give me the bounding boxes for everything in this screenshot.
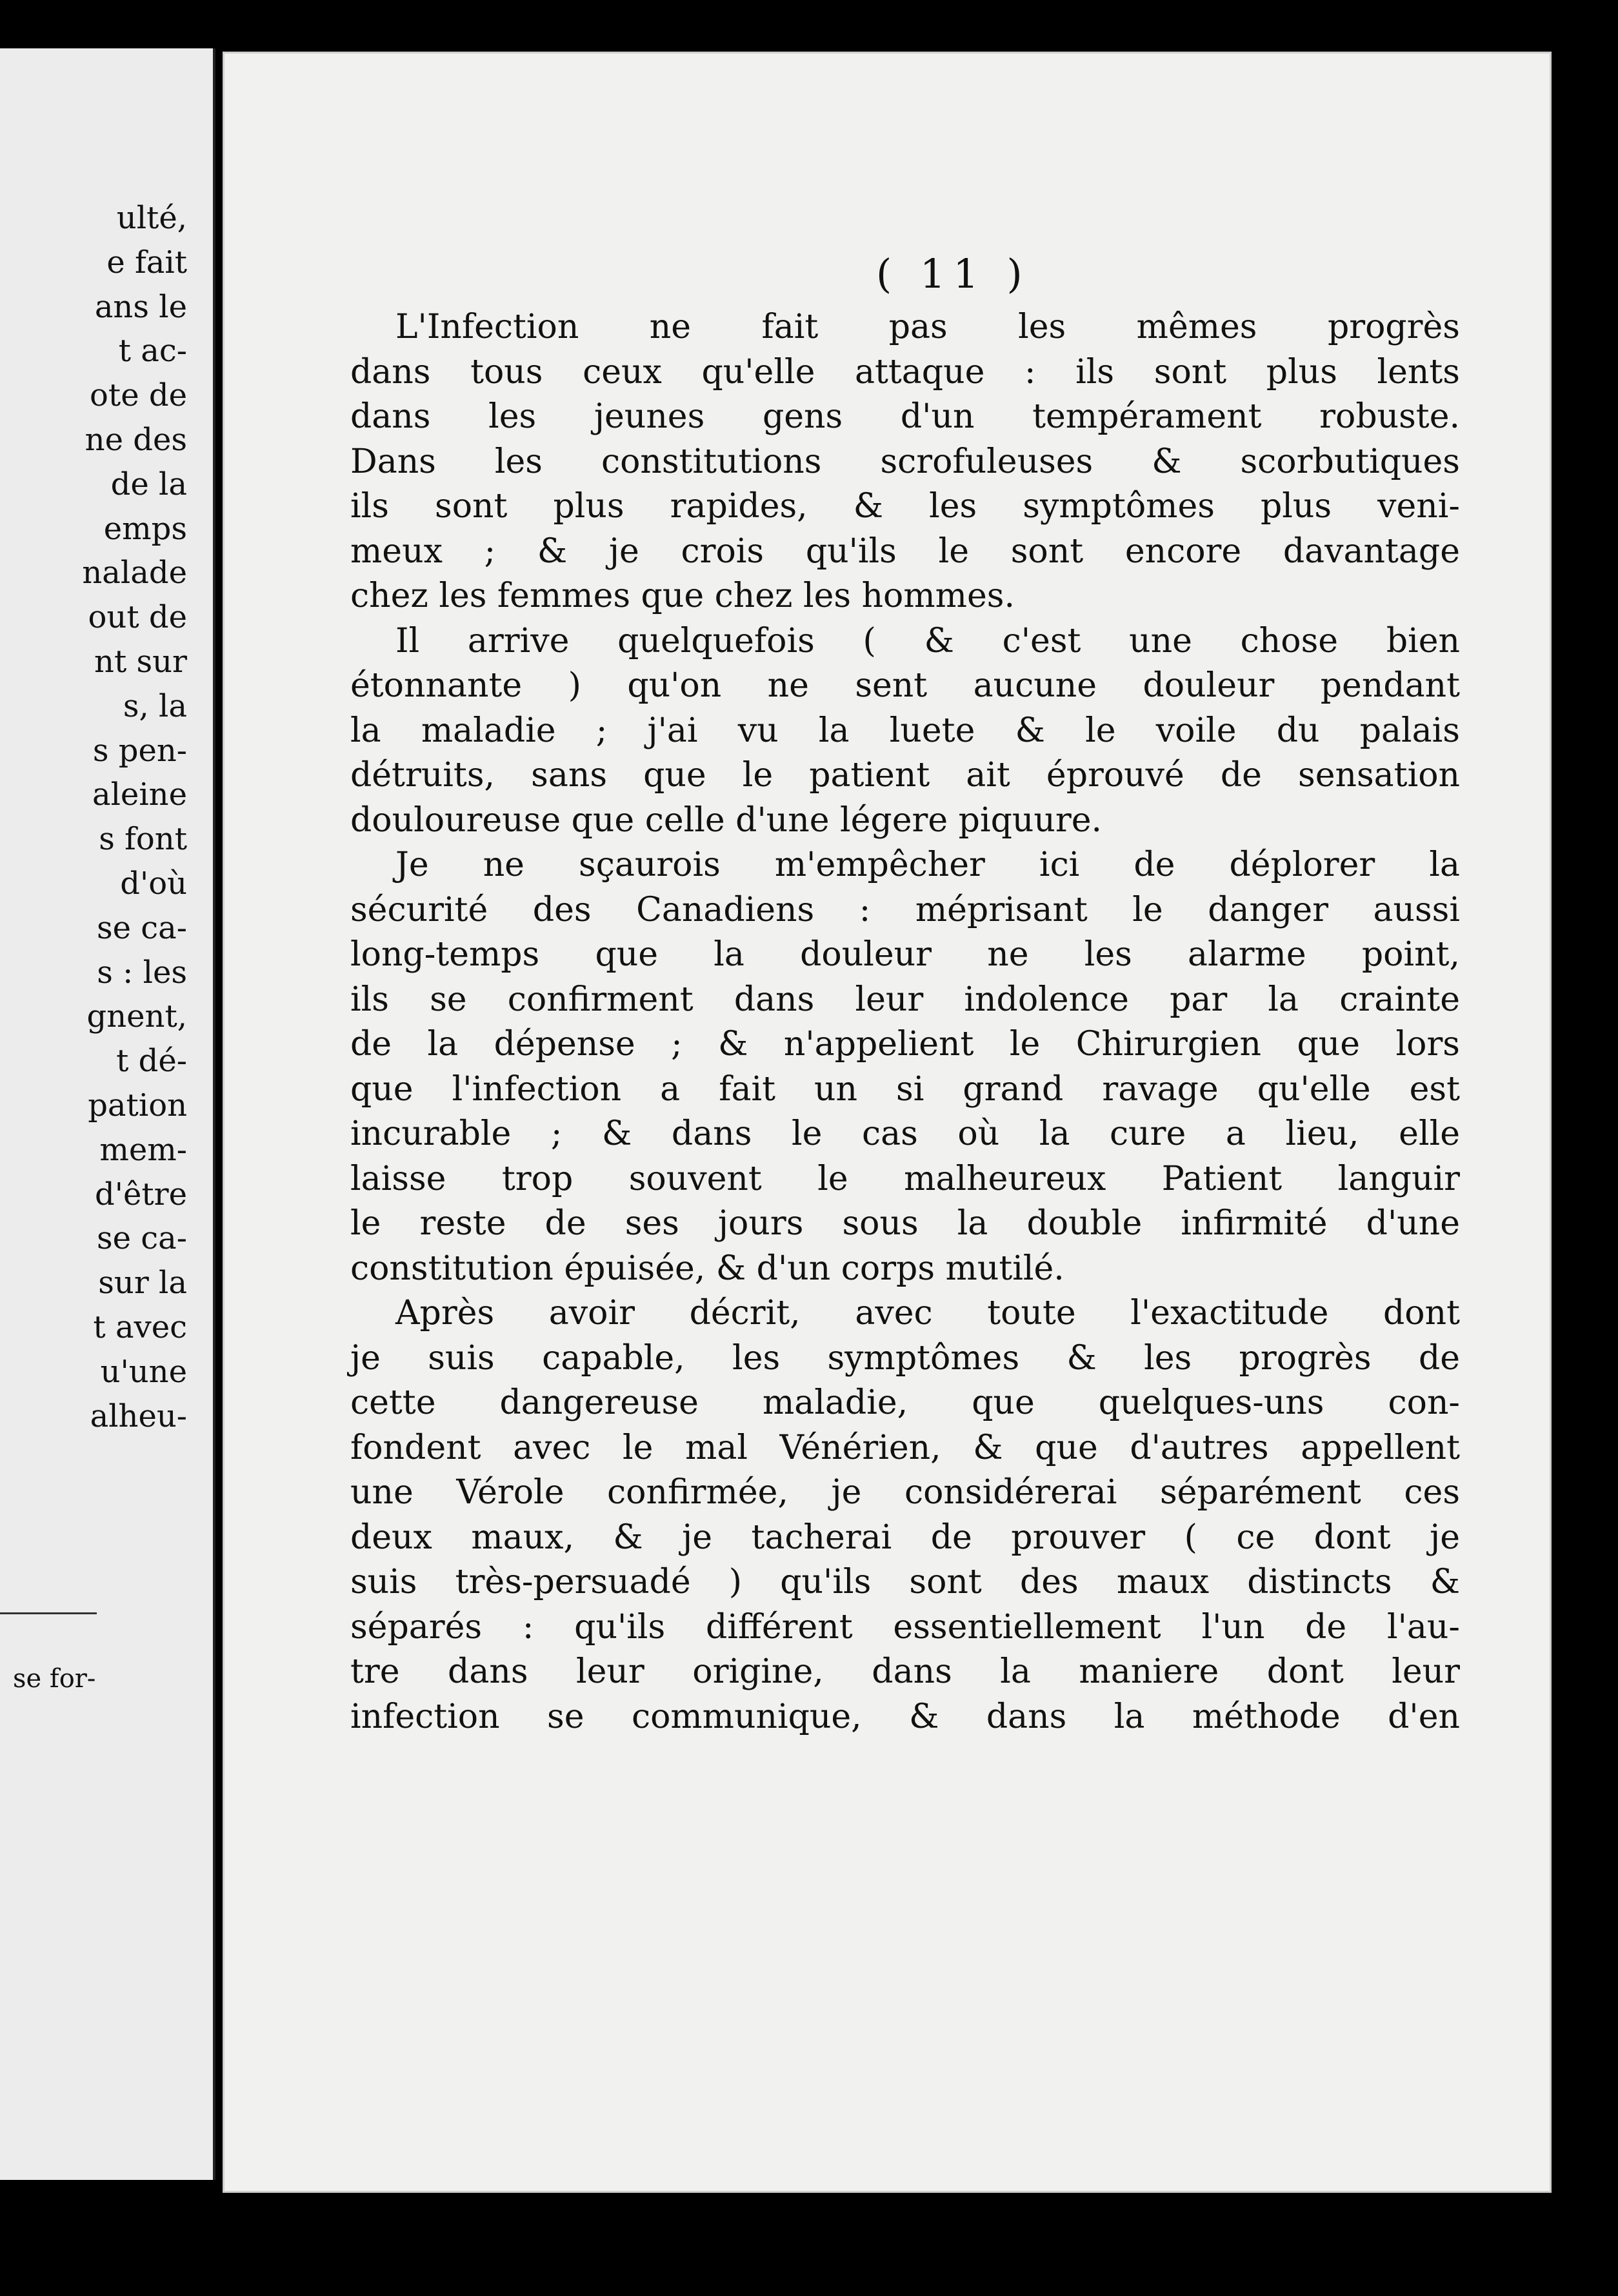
text-line: ils se confirment dans leur indolence par la crainte	[350, 980, 1460, 1019]
facing-page-line: e fait	[106, 244, 187, 281]
facing-page-line: s pen-	[92, 732, 187, 769]
facing-page-line: t avec	[93, 1309, 187, 1345]
text-line: Il arrive quelquefois ( & c'est une chose bien	[395, 621, 1460, 660]
text-line: dans tous ceux qu'elle attaque : ils sont plus lents	[350, 352, 1460, 391]
facing-page-line: d'où	[120, 866, 187, 902]
facing-page-line: nalade	[82, 555, 187, 591]
text-line: laisse trop souvent le malheureux Patient languir	[350, 1159, 1460, 1198]
paragraph	[350, 619, 1460, 844]
text-line: meux ; & je crois qu'ils le sont encore davantage	[350, 531, 1460, 571]
facing-page-line: s font	[99, 821, 187, 858]
facing-page-line: gnent,	[86, 998, 187, 1035]
text-line: L'Infection ne fait pas les mêmes progrès	[395, 308, 1460, 346]
facing-page-footnote-rule	[0, 1612, 97, 1614]
paragraph	[350, 305, 1460, 619]
page-number: ( 11 )	[876, 250, 1030, 297]
facing-page-line: ne des	[85, 422, 187, 458]
text-line: douloureuse que celle d'une légere piquure.	[350, 800, 1102, 840]
facing-page-line: d'être	[95, 1176, 187, 1212]
text-line: le reste de ses jours sous la double infirmité d'une	[350, 1204, 1460, 1243]
facing-page-line: nt sur	[94, 644, 187, 680]
text-line: Dans les constitutions scrofuleuses & scorbutiques	[350, 442, 1460, 481]
text-line: Après avoir décrit, avec toute l'exactitude dont	[395, 1294, 1460, 1332]
text-line: Je ne sçaurois m'empêcher ici de déplorer la	[395, 846, 1460, 884]
facing-page-line: de la	[110, 466, 187, 502]
facing-page-line: out de	[88, 599, 187, 636]
text-line: séparés : qu'ils différent essentiellement l'un de l'au-	[350, 1607, 1460, 1647]
facing-page-line: s, la	[123, 688, 187, 724]
facing-page-line: se ca-	[96, 909, 187, 946]
text-line: fondent avec le mal Vénérien, & que d'autres appellent	[350, 1428, 1460, 1467]
facing-page-line: pation	[88, 1087, 187, 1123]
text-line: ils sont plus rapides, & les symptômes plus veni-	[350, 487, 1460, 526]
facing-page-line: u'une	[100, 1353, 187, 1390]
text-line: tre dans leur origine, dans la maniere dont leur	[350, 1652, 1460, 1691]
text-line: infection se communique, & dans la méthode d'en	[350, 1697, 1460, 1736]
text-line: cette dangereuse maladie, que quelques-uns con-	[350, 1383, 1460, 1422]
facing-page-line: s : les	[97, 954, 187, 991]
text-line: étonnante ) qu'on ne sent aucune douleur pendant	[350, 666, 1460, 705]
book-page	[223, 52, 1552, 2193]
facing-page-line: emps	[103, 510, 187, 547]
facing-page-line: t ac-	[118, 333, 187, 370]
text-line: incurable ; & dans le cas où la cure a lieu, elle	[350, 1114, 1460, 1153]
text-line: dans les jeunes gens d'un tempérament robuste.	[350, 397, 1460, 436]
text-line: de la dépense ; & n'appelient le Chirurgien que lors	[350, 1025, 1460, 1064]
paragraph	[350, 843, 1460, 1291]
text-line: sécurité des Canadiens : méprisant le danger aussi	[350, 890, 1460, 929]
facing-page-line: ans le	[94, 288, 187, 325]
facing-page-fragment	[0, 48, 215, 2180]
facing-page-line: mem-	[99, 1131, 187, 1168]
facing-page-line: aleine	[92, 777, 187, 813]
page-text	[350, 305, 1460, 1739]
text-line: je suis capable, les symptômes & les progrès de	[350, 1338, 1460, 1378]
text-line: la maladie ; j'ai vu la luete & le voile du palais	[350, 711, 1460, 750]
text-line: long-temps que la douleur ne les alarme point,	[350, 935, 1460, 974]
text-line: deux maux, & je tacherai de prouver ( ce dont je	[350, 1518, 1460, 1557]
text-line: constitution épuisée, & d'un corps mutilé.	[350, 1249, 1064, 1288]
facing-page-line: alheu-	[90, 1398, 187, 1434]
text-line: suis très-persuadé ) qu'ils sont des maux distincts &	[350, 1563, 1460, 1601]
facing-page-line: ote de	[90, 377, 187, 414]
paragraph	[350, 1291, 1460, 1739]
text-line: une Vérole confirmée, je considérerai séparément ces	[350, 1473, 1460, 1512]
facing-page-line: t dé-	[116, 1043, 187, 1080]
facing-page-line: ulté,	[116, 200, 187, 236]
text-line: chez les femmes que chez les hommes.	[350, 577, 1015, 615]
text-line: détruits, sans que le patient ait éprouvé de sensation	[350, 756, 1460, 795]
facing-page-line: se ca-	[96, 1220, 187, 1257]
text-line: que l'infection a fait un si grand ravage qu'elle est	[350, 1069, 1460, 1109]
facing-page-line: sur la	[98, 1265, 187, 1301]
facing-page-footnote: se for-	[13, 1664, 96, 1694]
